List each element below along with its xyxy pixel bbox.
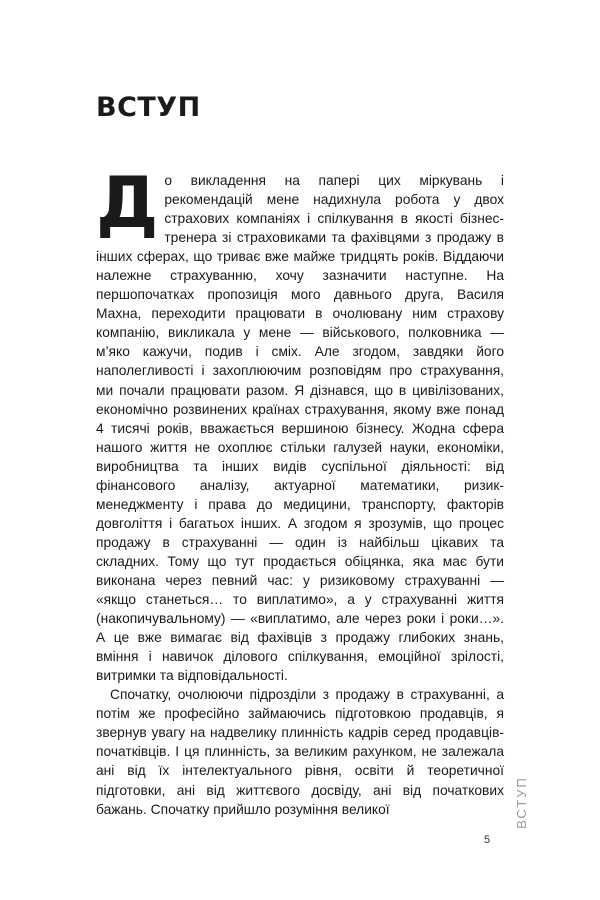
chapter-title: ВСТУП [96,92,201,123]
paragraph-1 [96,162,504,685]
paragraph-2 [96,685,504,818]
drop-cap: Д [96,162,159,244]
page-number: 5 [484,834,491,846]
running-section-label-text: ВСТУП [513,775,529,829]
running-section-label [513,764,529,840]
paragraph-2-text: Спочатку, очолюючи підрозділи з продажу в страхуванні, а потім же професійно займаючись підготовкою продавців, я звернув увагу на надвелику плинність кадрів серед продавців-початківців. І ця плинність, за великим рахунком, не залежала ані від їх інтелектуального рівня, освіти й теоретичної підготовки, ані від життєвого досвіду, ані від початкових бажань. Спочатку прийшло розуміння великої [96,687,504,817]
body-text [96,162,504,819]
paragraph-1-text: о викладення на папері цих міркувань і рекомендацій мене надихнула робота у двох страхових компаніях і спілкування в якості бізнес-тренера зі страховиками та фахівцями з продажу в інших сферах, що триває вже майже тридцять років. Віддаючи належне страхуванню, хочу зазначити наступне. На першопочатках пропозиція мого давнього друга, Василя Махна, переходити працювати в очолювану ним страхову компанію, викликала у мене — військового, полковника — м’яко кажучи, подив і сміх. Але згодом, завдяки його наполегливості і захоплюючим розповідям про страхування, ми почали працювати разом. Я дізнався, що в цивілізованих, економічно розвинених країнах страхування, якому вже понад 4 тисячі років, вважається вершиною бізнесу. Жодна сфера нашого життя не охоплює стільки галузей науки, економіки, виробництва та інших видів суспільної діяльності: від фінансового аналізу, актуарної математики, ризик-менеджменту і права до медицини, транспорту, факторів довголіття і багатьох інших. А згодом я зрозумів, що процес продажу в страхуванні — один із найбільш цікавих та складних. Тому що тут продається обіцянка, яка має бути виконана через певний час: у ризиковому страхуванні — «якщо станеться… то виплатимо», а у страхуванні життя (накопичувальному) — «виплатимо, але через роки і роки…». А це вже вимагає від фахівців з продажу глибоких знань, вміння і навичок ділового спілкування, емоційної зрілості, витримки та відповідальності. [96,173,504,684]
